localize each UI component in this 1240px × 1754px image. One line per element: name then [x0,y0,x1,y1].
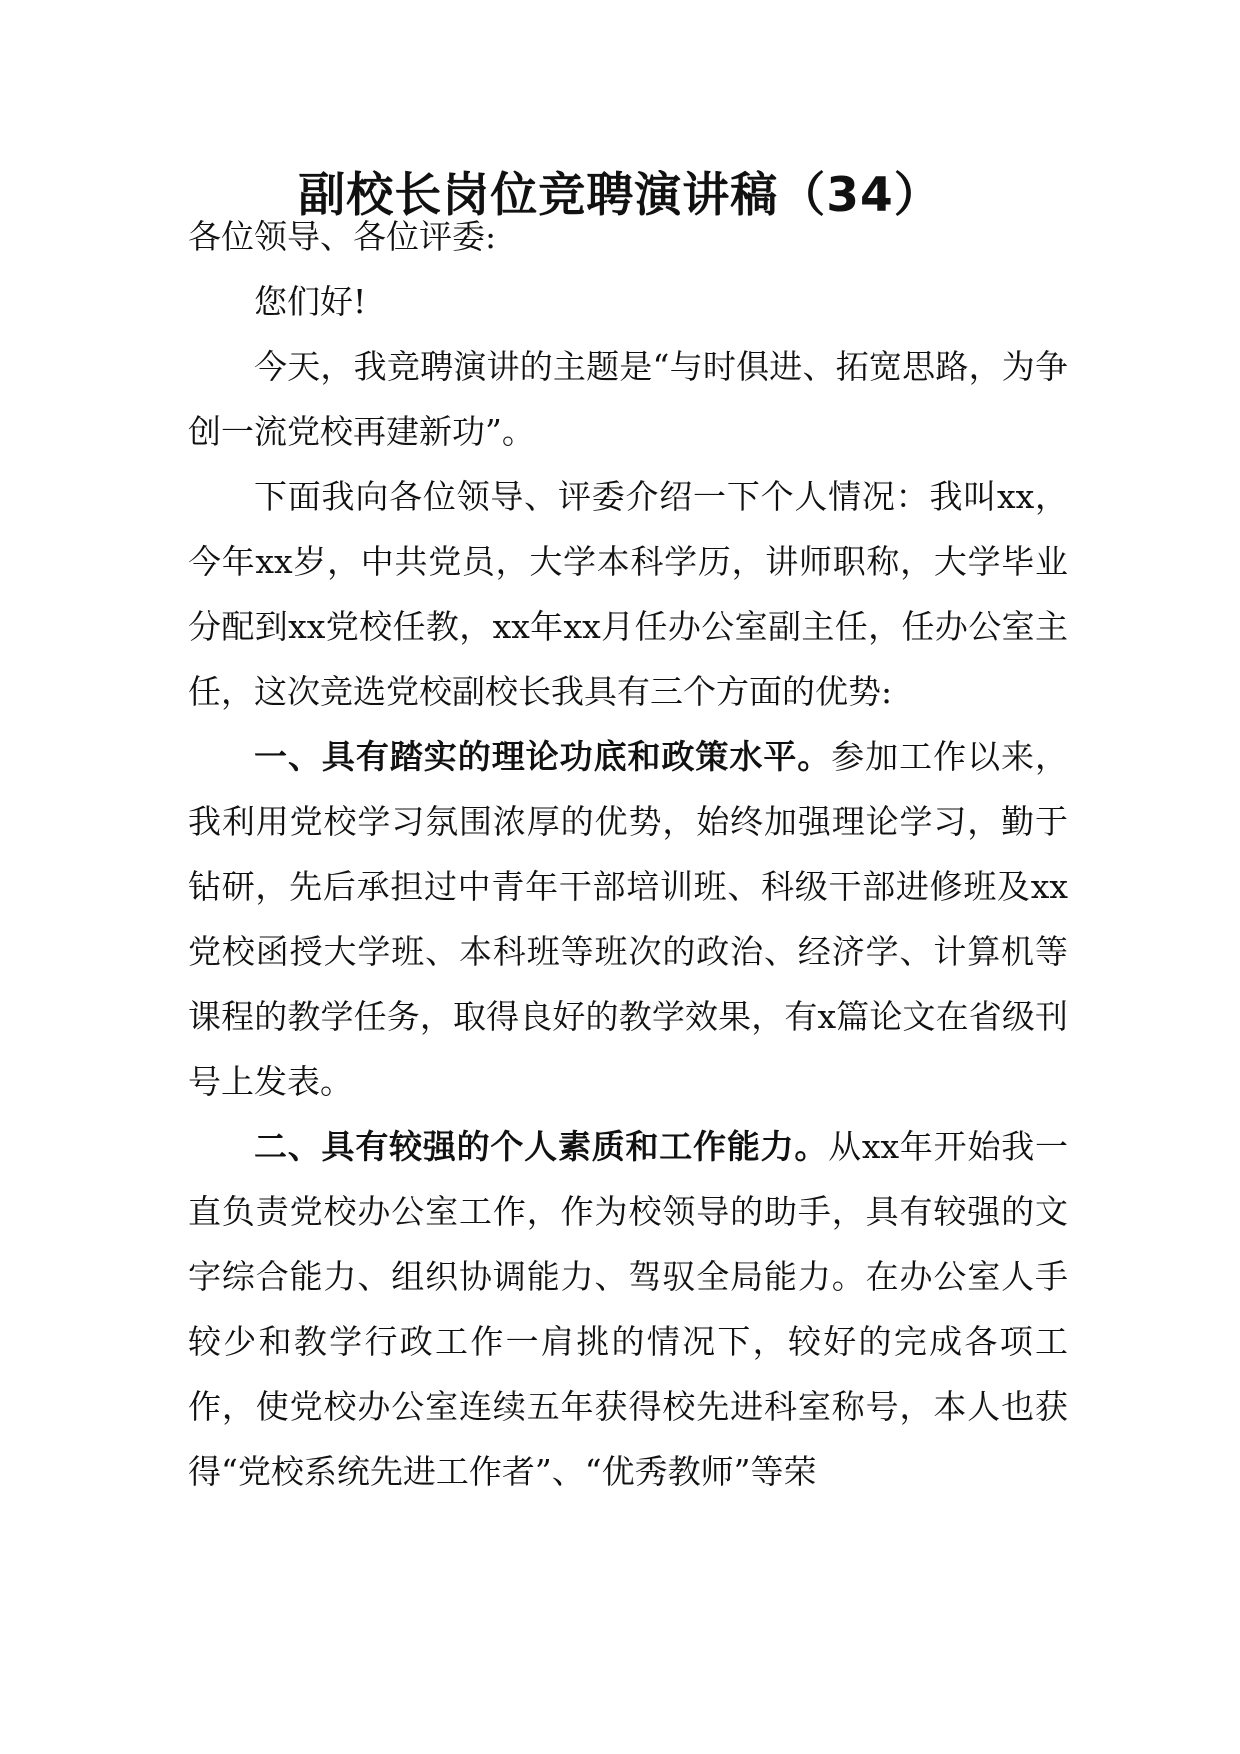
document-title: 副校长岗位竞聘演讲稿（34） [298,168,942,223]
greeting: 您们好! [254,282,367,321]
paragraph-introduction [188,464,1068,724]
document-body [188,204,1068,1504]
paragraph-lead: 一、具有踏实的理论功底和政策水平。 [254,737,832,776]
paragraph-lead: 二、具有较强的个人素质和工作能力。 [254,1127,829,1166]
paragraph-text: 今天，我竞聘演讲的主题是“与时俱进、拓宽思路，为争创一流党校再建新功”。 [188,347,1068,451]
paragraph-advantage-2 [188,1114,1068,1504]
paragraph-text: 从xx年开始我一直负责党校办公室工作，作为校领导的助手，具有较强的文字综合能力、组织协调能力、驾驭全局能力。在办公室人手较少和教学行政工作一肩挑的情况下，较好的完成各项工作，使党校办公室连续五年获得校先进科室称号，本人也获得“党校系统先进工作者”、“优秀教师”等荣 [188,1127,1068,1491]
paragraph-advantage-1 [188,724,1068,1114]
paragraph-theme [188,334,1068,464]
paragraph-text: 参加工作以来，我利用党校学习氛围浓厚的优势，始终加强理论学习，勤于钻研，先后承担过中青年干部培训班、科级干部进修班及xx党校函授大学班、本科班等班次的政治、经济学、计算机等课程的教学任务，取得良好的教学效果，有x篇论文在省级刊号上发表。 [188,737,1069,1101]
salutation: 各位领导、各位评委: [188,217,497,256]
paragraph-text: 下面我向各位领导、评委介绍一下个人情况：我叫xx，今年xx岁，中共党员，大学本科学历，讲师职称，大学毕业分配到xx党校任教，xx年xx月任办公室副主任，任办公室主任，这次竞选党校副校长我具有三个方面的优势: [188,477,1068,711]
